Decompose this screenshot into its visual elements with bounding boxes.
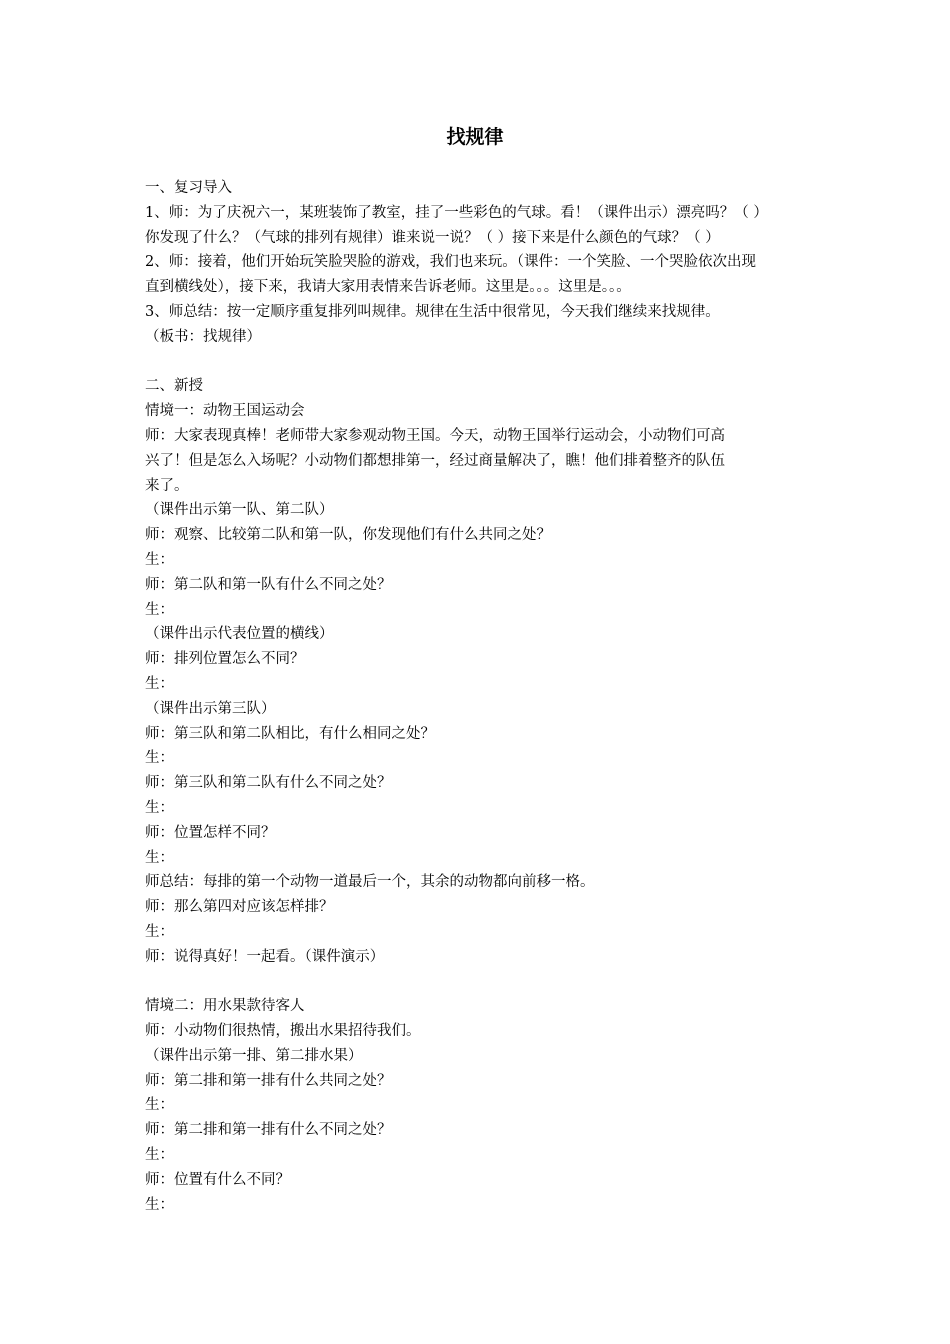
text-line: 直到横线处），接下来，我请大家用表情来告诉老师。这里是。。。这里是。。。 xyxy=(145,279,631,296)
text-line: 师：第三队和第二队有什么不同之处？ xyxy=(145,775,392,792)
text-line: 师：第三队和第二队相比，有什么相同之处？ xyxy=(145,725,435,742)
blank-line xyxy=(145,970,812,995)
text-line: 师：那么第四对应该怎样排？ xyxy=(145,899,334,916)
text-line: （板书：找规律） xyxy=(145,328,261,345)
text-line: 3、师总结：按一定顺序重复排列叫规律。规律在生活中很常见，今天我们继续来找规律。 xyxy=(145,303,720,320)
text-line: 生： xyxy=(145,675,174,692)
document-title: 找规律 xyxy=(446,126,504,148)
text-line: 来了。 xyxy=(145,477,189,494)
text-line: 情境一：动物王国运动会 xyxy=(145,403,305,420)
text-line: 2、师：接着，他们开始玩笑脸哭脸的游戏，我们也来玩。（课件：一个笑脸、一个哭脸依次出现 xyxy=(145,254,756,271)
text-line: 师：第二排和第一排有什么共同之处？ xyxy=(145,1072,392,1089)
text-line: 师总结：每排的第一个动物一道最后一个，其余的动物都向前移一格。 xyxy=(145,874,595,891)
text-line: 生： xyxy=(145,601,174,618)
blank-line xyxy=(145,350,812,375)
text-line: 生： xyxy=(145,1147,174,1164)
text-line: 师：位置怎样不同？ xyxy=(145,824,276,841)
text-line: 师：小动物们很热情，搬出水果招待我们。 xyxy=(145,1023,421,1040)
text-line: 生： xyxy=(145,923,174,940)
text-line: 师：观察、比较第二队和第一队，你发现他们有什么共同之处？ xyxy=(145,527,551,544)
text-line: （课件出示代表位置的横线） xyxy=(145,626,334,643)
text-line: 师：说得真好！一起看。（课件演示） xyxy=(145,948,385,965)
text-line: 师：排列位置怎么不同？ xyxy=(145,651,305,668)
text-line: （课件出示第三队） xyxy=(145,700,276,717)
text-line: 情境二：用水果款待客人 xyxy=(145,998,305,1015)
text-line: 你发现了什么？（气球的排列有规律）谁来说一说？（ ）接下来是什么颜色的气球？（ ） xyxy=(145,229,720,246)
text-line: 师：第二排和第一排有什么不同之处？ xyxy=(145,1122,392,1139)
text-line: 二、新授 xyxy=(145,378,203,395)
text-line: 生： xyxy=(145,551,174,568)
text-line: 生： xyxy=(145,1196,174,1213)
text-line: （课件出示第一排、第二排水果） xyxy=(145,1047,363,1064)
text-line: 生： xyxy=(145,1097,174,1114)
text-line: （课件出示第一队、第二队） xyxy=(145,502,334,519)
text-line: 一、复习导入 xyxy=(145,180,232,196)
text-line: 师：位置有什么不同？ xyxy=(145,1171,290,1188)
text-line: 生： xyxy=(145,750,174,767)
text-line: 兴了！但是怎么入场呢？小动物们都想排第一，经过商量解决了，瞧！他们排着整齐的队伍 xyxy=(145,452,725,469)
text-line: 1、师：为了庆祝六一，某班装饰了教室，挂了一些彩色的气球。看！（课件出示）漂亮吗？（ ） xyxy=(145,204,768,221)
text-line: 师：大家表现真棒！老师带大家参观动物王国。今天，动物王国举行运动会，小动物们可高 xyxy=(145,427,725,444)
text-line: 生： xyxy=(145,799,174,816)
text-line: 师：第二队和第一队有什么不同之处？ xyxy=(145,576,392,593)
document-body xyxy=(145,176,812,1217)
text-line: 生： xyxy=(145,849,174,866)
